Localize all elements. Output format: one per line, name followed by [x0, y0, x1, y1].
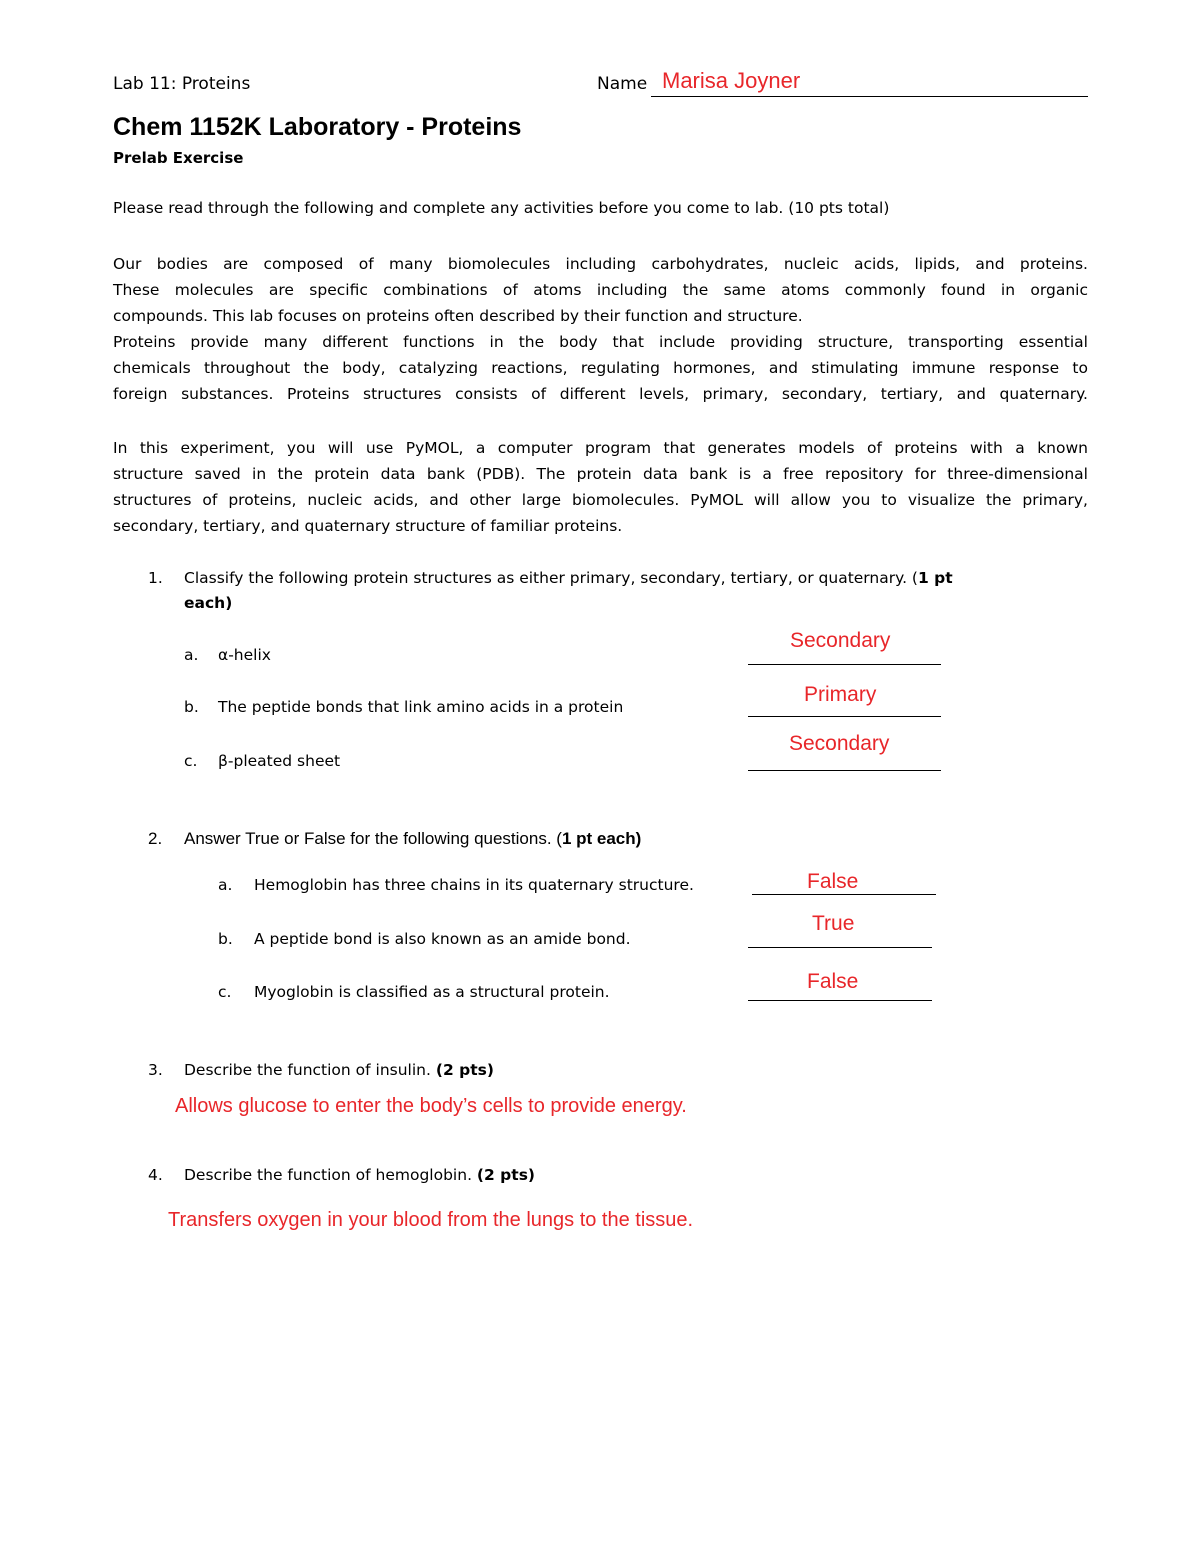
q2a-letter: a.	[218, 876, 233, 894]
name-value: Marisa Joyner	[662, 68, 801, 93]
q1c-letter: c.	[184, 752, 198, 770]
q4-text: Describe the function of hemoglobin.	[184, 1166, 477, 1184]
q1a-label: -helix	[228, 646, 271, 664]
pymol-line-1: In this experiment, you will use PyMOL, a computer program that generates models of proteins with a known	[113, 439, 1088, 457]
q2b-letter: b.	[218, 930, 233, 948]
q2-text: Answer True or False for the following questions. (	[184, 829, 562, 848]
q1a-answer-line	[748, 664, 941, 665]
q3-question	[184, 1061, 494, 1079]
q1c-answer: Secondary	[789, 732, 890, 755]
q1-number: 1.	[148, 569, 163, 587]
q4-question	[184, 1166, 535, 1184]
q2a-answer-line	[752, 894, 936, 895]
lab-label: Lab 11: Proteins	[113, 74, 251, 94]
q2a-text: Hemoglobin has three chains in its quaternary structure.	[254, 876, 694, 894]
intro-line-2: These molecules are specific combinations of atoms including the same atoms commonly found in organic	[113, 281, 1088, 299]
q1c-label: -pleated sheet	[227, 752, 341, 770]
page-title: Chem 1152K Laboratory - Proteins	[113, 113, 522, 141]
q1-points: 1 pt	[917, 569, 953, 587]
pymol-line-4: secondary, tertiary, and quaternary structure of familiar proteins.	[113, 517, 623, 535]
q2b-answer: True	[812, 912, 855, 935]
alpha-symbol: α	[218, 646, 229, 664]
q2-question	[184, 829, 641, 849]
q3-text: Describe the function of insulin.	[184, 1061, 436, 1079]
q1a-letter: a.	[184, 646, 199, 664]
intro-line-5: chemicals throughout the body, catalyzing reactions, regulating hormones, and stimulating immune response to	[113, 359, 1088, 377]
q4-points: (2 pts)	[476, 1166, 536, 1184]
q4-answer: Transfers oxygen in your blood from the lungs to the tissue.	[168, 1209, 694, 1231]
q2b-answer-line	[748, 947, 932, 948]
name-field-line	[651, 96, 1088, 97]
q2a-answer: False	[807, 870, 859, 893]
q2-number: 2.	[148, 829, 163, 848]
q1c-answer-line	[748, 770, 941, 771]
q1-points-line2: each)	[184, 594, 233, 612]
beta-symbol: β	[218, 752, 228, 770]
q2b-text: A peptide bond is also known as an amide bond.	[254, 930, 631, 948]
q3-number: 3.	[148, 1061, 163, 1079]
q1a-text	[218, 646, 271, 664]
q1-question	[184, 569, 953, 587]
pymol-line-2: structure saved in the protein data bank (PDB). The protein data bank is a free repository for three-dimensional	[113, 465, 1088, 483]
q4-number: 4.	[148, 1166, 163, 1184]
intro-line-4: Proteins provide many different functions in the body that include providing structure, transporting essential	[113, 333, 1088, 351]
intro-line-6: foreign substances. Proteins structures consists of different levels, primary, secondary, tertiary, and quaternary.	[113, 385, 1088, 403]
q1b-answer: Primary	[804, 683, 877, 706]
q1b-text: The peptide bonds that link amino acids in a protein	[218, 698, 624, 716]
q2c-answer-line	[748, 1000, 932, 1001]
intro-line-3: compounds. This lab focuses on proteins often described by their function and structure.	[113, 307, 803, 325]
q2c-answer: False	[807, 970, 859, 993]
q1b-answer-line	[748, 716, 941, 717]
q1c-text	[218, 752, 340, 770]
page-subtitle: Prelab Exercise	[113, 149, 244, 167]
q2-points: 1 pt each)	[561, 829, 642, 848]
q1a-answer: Secondary	[790, 629, 891, 652]
q1b-letter: b.	[184, 698, 199, 716]
instructions: Please read through the following and complete any activities before you come to lab. (10 pts total)	[113, 199, 890, 217]
name-label: Name	[597, 74, 648, 94]
pymol-line-3: structures of proteins, nucleic acids, and other large biomolecules. PyMOL will allow you to visualize the primary,	[113, 491, 1088, 509]
q1-text: Classify the following protein structures as either primary, secondary, tertiary, or quaternary. (	[184, 569, 918, 587]
q2c-text: Myoglobin is classified as a structural protein.	[254, 983, 610, 1001]
q2c-letter: c.	[218, 983, 232, 1001]
q3-answer: Allows glucose to enter the body’s cells to provide energy.	[175, 1095, 687, 1117]
intro-line-1: Our bodies are composed of many biomolecules including carbohydrates, nucleic acids, lipids, and proteins.	[113, 255, 1088, 273]
q3-points: (2 pts)	[435, 1061, 494, 1079]
